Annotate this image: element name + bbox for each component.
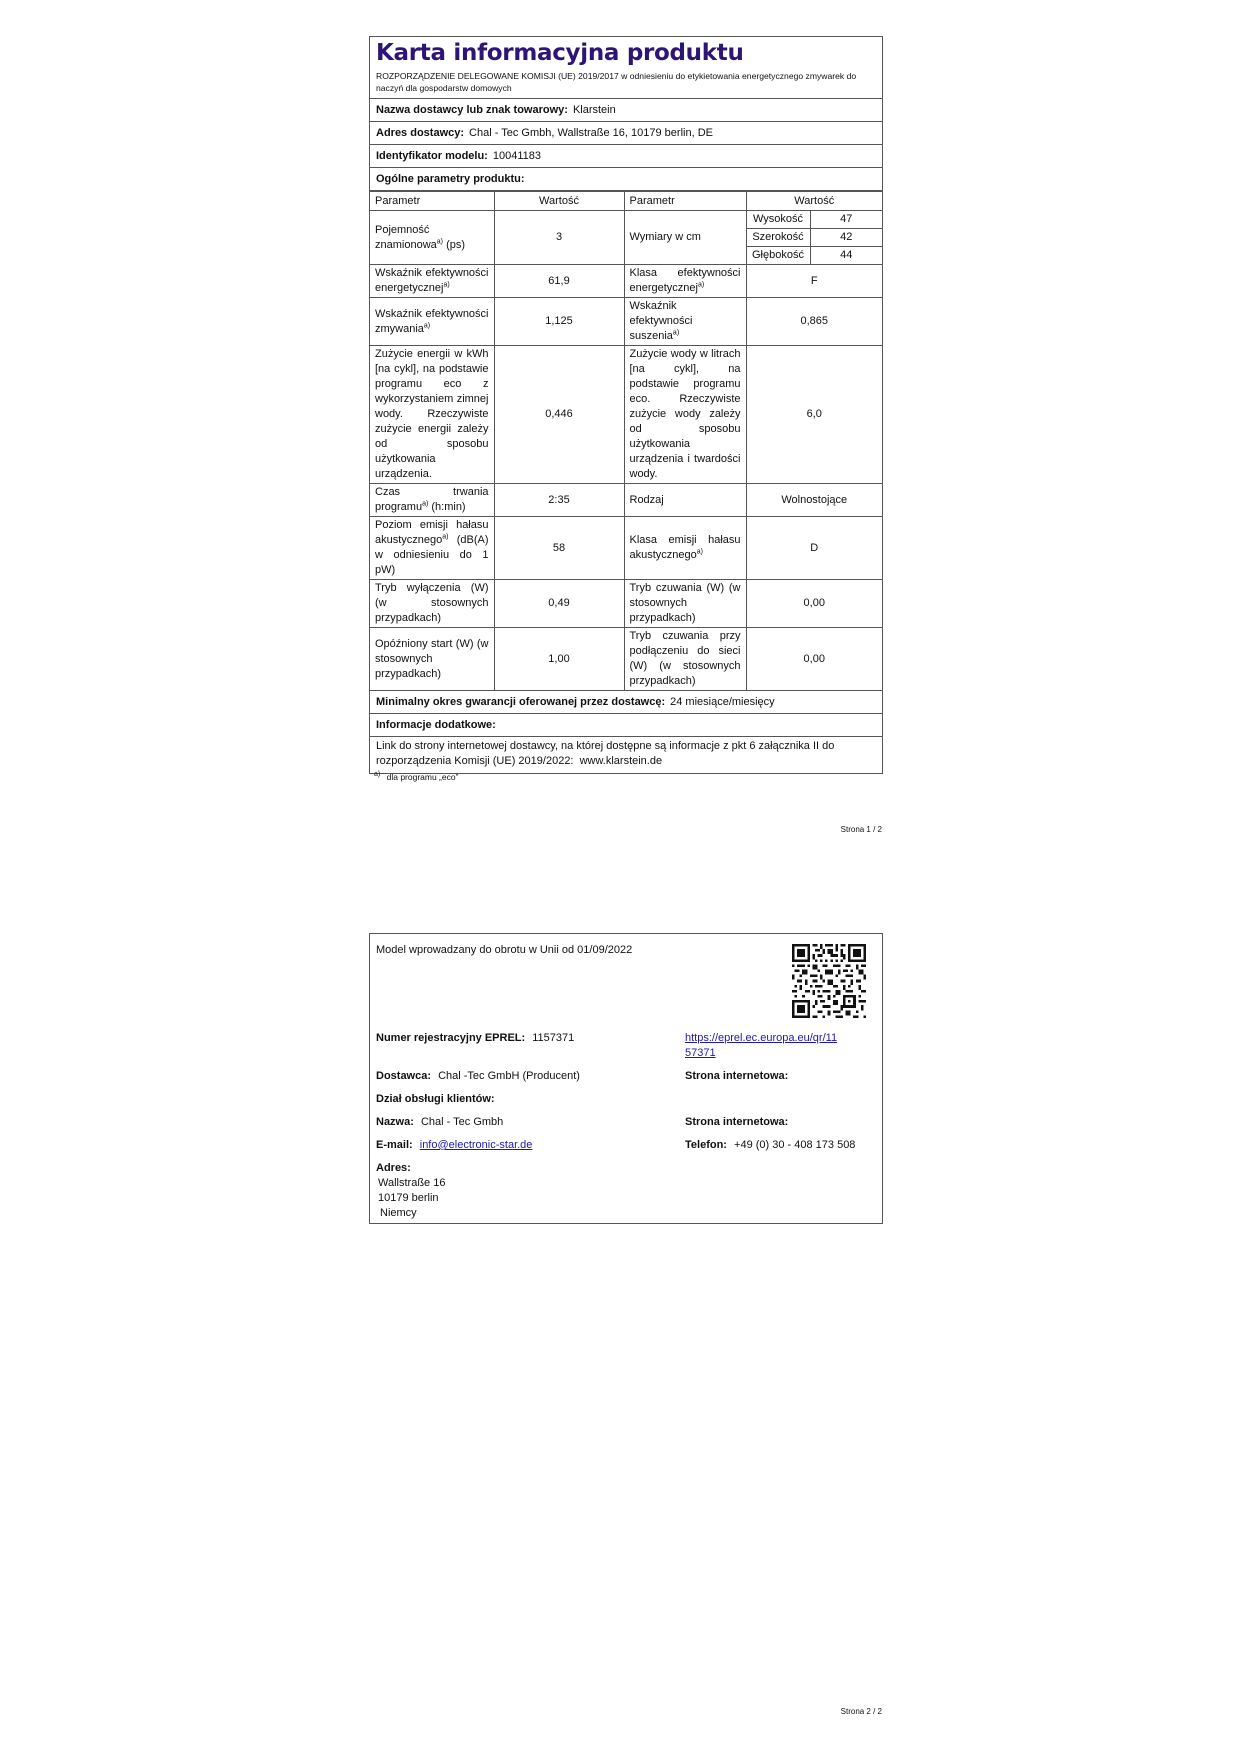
general-parameters-row	[370, 168, 882, 191]
general-parameters-label: Ogólne parametry produktu:	[376, 173, 525, 185]
name-value: Chal - Tec Gmbh	[420, 1116, 504, 1128]
supplier-value: Chal -Tec GmbH (Producent)	[438, 1070, 580, 1082]
depth-label: Głębokość	[746, 247, 810, 265]
email-row	[376, 1138, 532, 1153]
delay-start-label: Opóźniony start (W) (w stosownych przypadkach)	[370, 628, 494, 691]
eprel-link-line1[interactable]: https://eprel.ec.europa.eu/qr/11	[685, 1032, 838, 1044]
parameters-table	[370, 191, 882, 691]
additional-info-row	[370, 714, 882, 737]
table-row	[370, 298, 882, 346]
table-row	[370, 346, 882, 484]
name-row	[376, 1115, 503, 1130]
supplier-value: Klarstein	[572, 104, 616, 116]
table-row	[370, 211, 882, 229]
duration-value: 2:35	[494, 484, 624, 517]
width-label: Szerokość	[746, 229, 810, 247]
eprel-link-line2[interactable]: 57371	[685, 1047, 716, 1059]
address-row	[370, 122, 882, 145]
customer-service-label: Dział obsługi klientów:	[376, 1093, 495, 1105]
address-value: Chal - Tec Gmbh, Wallstraße 16, 10179 berlin, DE	[469, 127, 713, 139]
water-consumption-label: Zużycie wody w litrach [na cykl], na podstawie programu eco. Rzeczywiste zużycie wody zależy od sposobu użytkowania urządzenia i twardości wody.	[624, 346, 746, 484]
address-label: Adres:	[376, 1162, 411, 1174]
eprel-value: 1157371	[532, 1032, 575, 1044]
table-row	[370, 580, 882, 628]
phone-value: +49 (0) 30 - 408 173 508	[734, 1139, 856, 1151]
energy-consumption-label: Zużycie energii w kWh [na cykl], na podstawie programu eco z wykorzystaniem zimnej wody. Rzeczywiste zużycie energii zależy od sposobu użytkowania urządzenia.	[370, 346, 494, 484]
supplier-label: Nazwa dostawcy lub znak towarowy:	[376, 104, 568, 116]
table-row	[370, 628, 882, 691]
network-standby-value: 0,00	[746, 628, 882, 691]
noise-class-label: Klasa emisji hałasu akustycznego$^{a)}$	[624, 517, 746, 580]
off-mode-label: Tryb wyłączenia (W) (w stosownych przypadkach)	[370, 580, 494, 628]
cleaning-label: Wskaźnik efektywności zmywania$^{a)}$	[370, 298, 494, 346]
height-value: 47	[810, 211, 882, 229]
type-label: Rodzaj	[624, 484, 746, 517]
footnote-marker: a)	[374, 771, 381, 779]
height-label: Wysokość	[746, 211, 810, 229]
name-label: Nazwa:	[376, 1116, 414, 1128]
supplier-label: Dostawca:	[376, 1070, 432, 1082]
phone-label: Telefon:	[685, 1139, 727, 1151]
warranty-value: 24 miesiące/miesięcy	[670, 696, 775, 708]
title-block	[370, 37, 882, 99]
phone-row	[685, 1138, 855, 1153]
page-title: Karta informacyjna produktu	[376, 40, 744, 66]
supplier-website-link[interactable]: www.klarstein.de	[579, 755, 663, 767]
capacity-label: Pojemność znamionowa$^{a)}$ (ps)	[370, 211, 494, 265]
email-link[interactable]: info@electronic-star.de	[419, 1139, 533, 1151]
depth-value: 44	[810, 247, 882, 265]
energy-class-value: F	[746, 265, 882, 298]
network-standby-label: Tryb czuwania przy podłączeniu do sieci (W) (w stosownych przypadkach)	[624, 628, 746, 691]
header-parameter: Parametr	[624, 192, 746, 211]
eei-value: 61,9	[494, 265, 624, 298]
footnote-text: dla programu „eco”	[386, 772, 459, 782]
address-block	[376, 1161, 445, 1221]
delay-start-value: 1,00	[494, 628, 624, 691]
eprel-row	[376, 1031, 574, 1046]
warranty-label: Minimalny okres gwarancji oferowanej przez dostawcę:	[376, 696, 666, 708]
supplier-information-sheet	[369, 933, 883, 1224]
supplier-link-text: Link do strony internetowej dostawcy, na której dostępne są informacje z pkt 6 załącznika II do rozporządzenia Komisji (UE) 2019/2022:	[376, 740, 835, 767]
energy-class-label: Klasa efektywności energetycznej$^{a)}$	[624, 265, 746, 298]
drying-label: Wskaźnik efektywności suszenia$^{a)}$	[624, 298, 746, 346]
website-label: Strona internetowa:	[685, 1116, 789, 1128]
noise-label: Poziom emisji hałasu akustycznego$^{a)}$ (dB(A) w odniesieniu do 1 pW)	[370, 517, 494, 580]
product-information-sheet	[369, 36, 883, 774]
standby-label: Tryb czuwania (W) (w stosownych przypadkach)	[624, 580, 746, 628]
drying-value: 0,865	[746, 298, 882, 346]
address-label: Adres dostawcy:	[376, 127, 465, 139]
eprel-link[interactable]	[685, 1031, 837, 1061]
duration-label: Czas trwania programu$^{a)}$ (h:min)	[370, 484, 494, 517]
model-value: 10041183	[492, 150, 541, 162]
footnote	[374, 772, 458, 782]
email-label: E-mail:	[376, 1139, 413, 1151]
additional-info-label: Informacje dodatkowe:	[376, 719, 496, 731]
supplier-row	[370, 99, 882, 122]
qr-code-icon	[792, 944, 866, 1018]
energy-consumption-value: 0,446	[494, 346, 624, 484]
supplier-row	[376, 1069, 580, 1084]
address-line: Wallstraße 16	[378, 1177, 446, 1189]
eei-label: Wskaźnik efektywności energetycznej$^{a)}$	[370, 265, 494, 298]
model-row	[370, 145, 882, 168]
width-value: 42	[810, 229, 882, 247]
table-row	[370, 265, 882, 298]
supplier-link-row	[370, 737, 882, 773]
warranty-row	[370, 691, 882, 714]
header-value: Wartość	[746, 192, 882, 211]
table-header-row	[370, 192, 882, 211]
off-mode-value: 0,49	[494, 580, 624, 628]
noise-value: 58	[494, 517, 624, 580]
model-label: Identyfikator modelu:	[376, 150, 488, 162]
cleaning-value: 1,125	[494, 298, 624, 346]
regulation-text: ROZPORZĄDZENIE DELEGOWANE KOMISJI (UE) 2019/2017 w odniesieniu do etykietowania energetycznego zmywarek do naczyń dla gospodarstw domowych	[376, 71, 857, 93]
page-number: Strona 1 / 2	[840, 825, 882, 834]
dimensions-label: Wymiary w cm	[624, 211, 746, 265]
header-parameter: Parametr	[370, 192, 494, 211]
table-row	[370, 484, 882, 517]
address-line: Niemcy	[380, 1207, 417, 1219]
header-value: Wartość	[494, 192, 624, 211]
placed-on-market-text: Model wprowadzany do obrotu w Unii od 01/09/2022	[376, 944, 633, 956]
type-value: Wolnostojące	[746, 484, 882, 517]
table-row	[370, 517, 882, 580]
standby-value: 0,00	[746, 580, 882, 628]
page-number: Strona 2 / 2	[840, 1707, 882, 1716]
website-label: Strona internetowa:	[685, 1070, 789, 1082]
capacity-value: 3	[494, 211, 624, 265]
noise-class-value: D	[746, 517, 882, 580]
eprel-label: Numer rejestracyjny EPREL:	[376, 1032, 526, 1044]
water-consumption-value: 6,0	[746, 346, 882, 484]
address-line: 10179 berlin	[378, 1192, 439, 1204]
